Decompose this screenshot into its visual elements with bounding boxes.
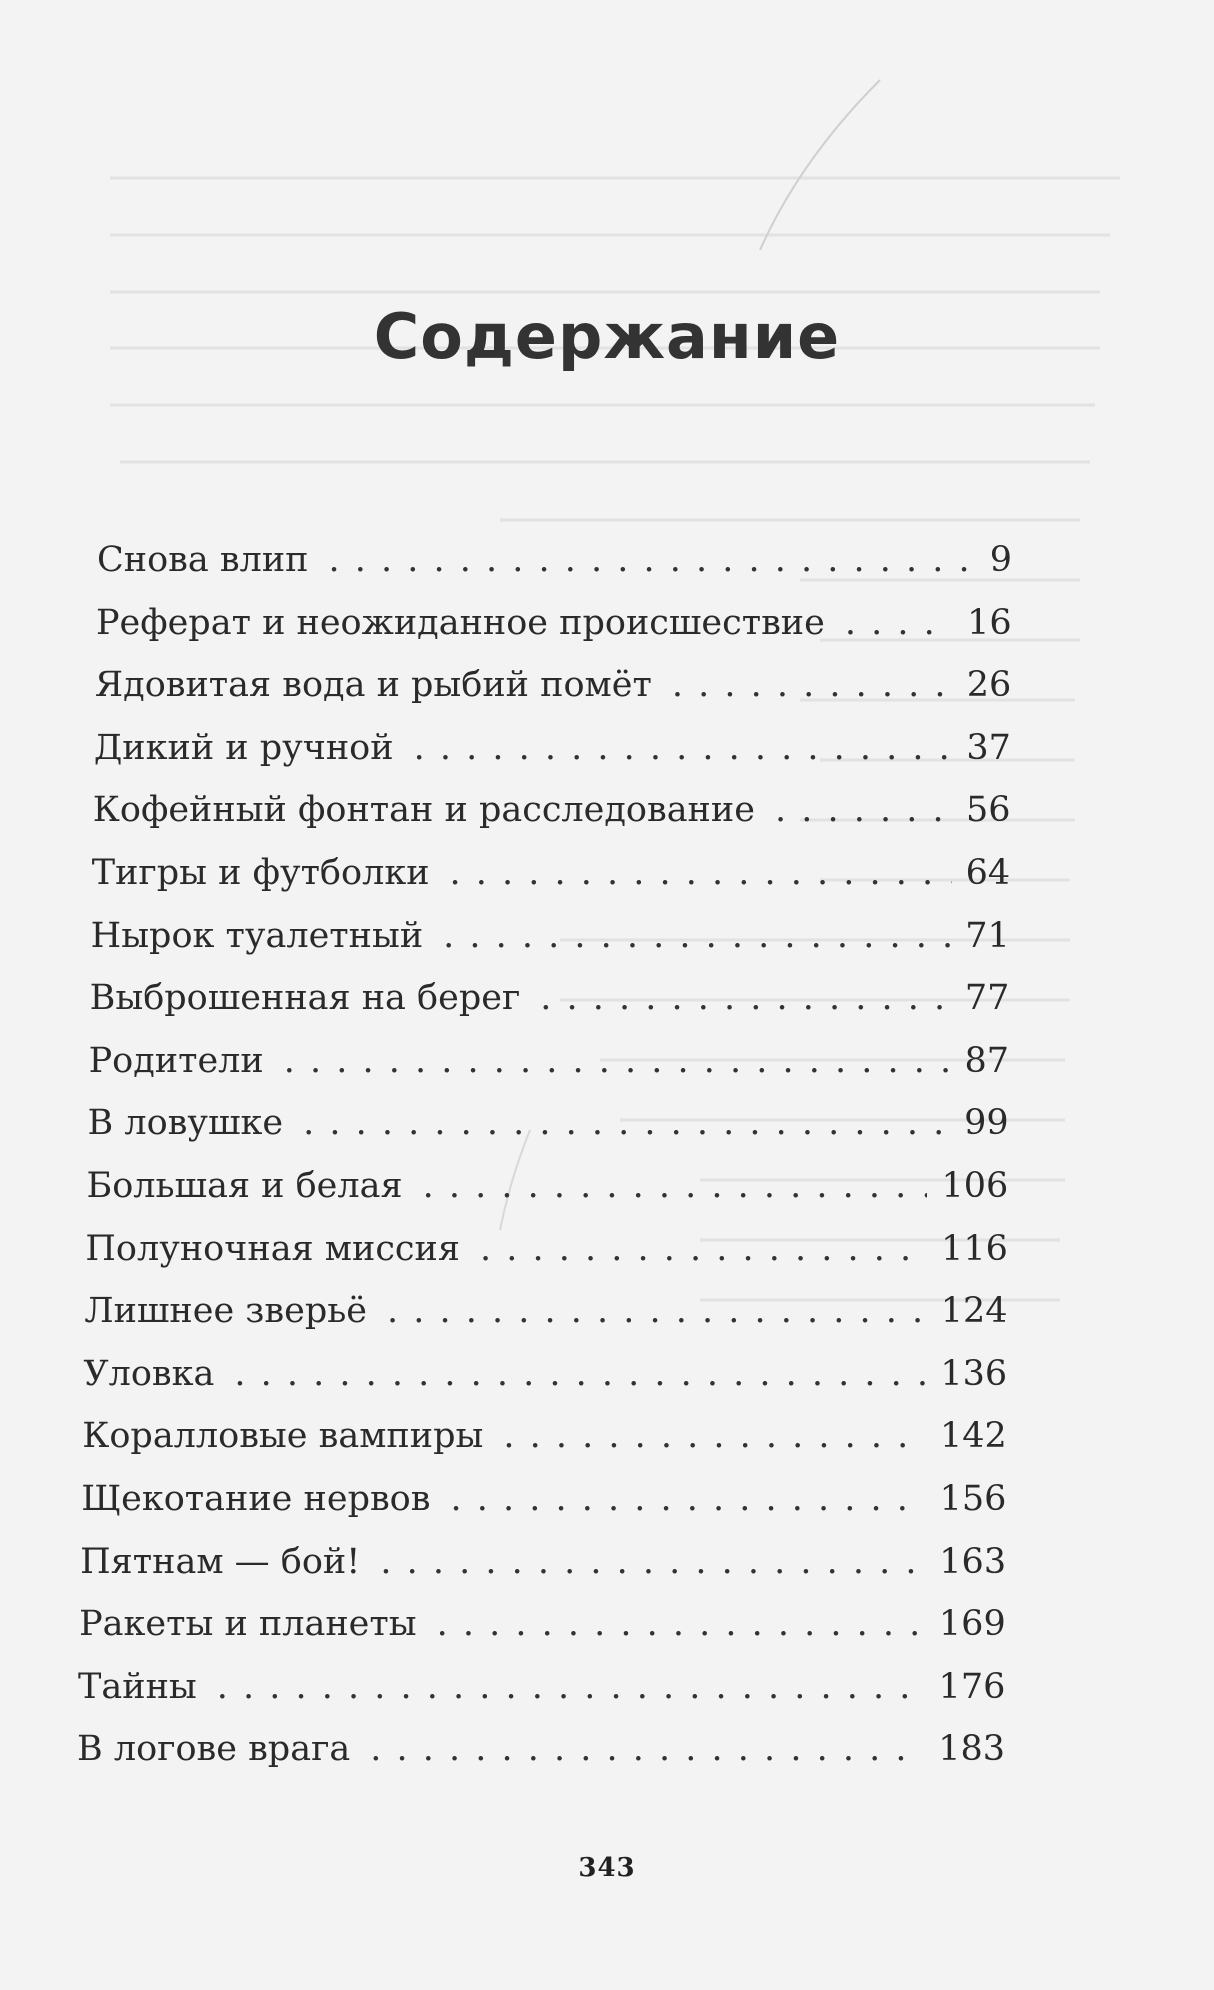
- toc-entry: [84, 1291, 1007, 1351]
- toc-entry-page: 56: [965, 790, 1011, 831]
- toc-entry-page: 16: [967, 602, 1012, 643]
- dot-leader: [443, 916, 951, 956]
- dot-leader: [480, 1229, 927, 1269]
- toc-entry-title: Дикий и ручной: [93, 727, 394, 768]
- toc-entry: [93, 790, 1011, 850]
- toc-entry-page: 142: [940, 1416, 1007, 1457]
- toc-entry-page: 156: [939, 1479, 1007, 1519]
- toc-entry-title: Щекотание нервов: [81, 1479, 431, 1519]
- toc-entry-title: Большая и белая: [86, 1166, 403, 1206]
- toc-entry-title: Тайны: [78, 1666, 197, 1707]
- dot-leader: [370, 1729, 924, 1769]
- toc-entry-title: В логове врага: [77, 1729, 351, 1770]
- toc-entry: [82, 1416, 1007, 1476]
- toc-entry-title: Коралловые вампиры: [82, 1416, 484, 1457]
- toc-entry: [81, 1479, 1006, 1539]
- toc-entry: [96, 603, 1012, 663]
- toc-entry-title: Полуночная миссия: [85, 1228, 460, 1269]
- dot-leader: [503, 1416, 926, 1456]
- toc-entry-page: 163: [939, 1541, 1007, 1582]
- dot-leader: [387, 1291, 927, 1331]
- toc-entry-title: Нырок туалетный: [90, 915, 424, 956]
- toc-entry-title: Пятнам — бой!: [80, 1541, 361, 1582]
- toc-entry-page: 136: [940, 1353, 1008, 1394]
- dot-leader: [328, 540, 975, 580]
- toc-entry-title: Родители: [88, 1040, 264, 1081]
- dot-leader: [414, 728, 953, 768]
- toc-entry-page: 71: [965, 915, 1010, 956]
- toc-entry-page: 116: [941, 1228, 1008, 1269]
- dot-leader: [845, 603, 953, 643]
- toc-entry-title: Реферат и неожиданное происшествие: [95, 602, 825, 643]
- toc-entry-title: Ракеты и планеты: [79, 1604, 417, 1645]
- toc-entry-page: 64: [965, 853, 1011, 893]
- toc-entry: [89, 1041, 1009, 1101]
- toc-entry: [94, 728, 1011, 788]
- toc-entry-page: 176: [938, 1666, 1006, 1707]
- dot-leader: [540, 978, 951, 1018]
- dot-leader: [380, 1542, 925, 1582]
- dot-leader: [217, 1667, 925, 1707]
- toc-entry-page: 183: [938, 1729, 1005, 1770]
- toc-entry: [79, 1604, 1006, 1664]
- toc-entry-title: Кофейный фонтан и расследование: [92, 790, 755, 831]
- dot-leader: [672, 665, 953, 705]
- toc-entry: [90, 978, 1010, 1038]
- toc-entry: [77, 1729, 1005, 1789]
- toc-entry-title: Тигры и футболки: [91, 853, 430, 893]
- dot-leader: [284, 1041, 951, 1081]
- page-number: 343: [578, 1853, 636, 1883]
- toc-entry: [88, 1103, 1009, 1163]
- toc-entry-page: 169: [938, 1604, 1006, 1645]
- toc-entry: [86, 1166, 1008, 1226]
- toc-entry: [97, 540, 1012, 600]
- toc-entry-page: 87: [964, 1040, 1010, 1081]
- toc-entry-page: 37: [966, 727, 1011, 768]
- toc-entry: [78, 1667, 1005, 1727]
- toc-entry: [91, 916, 1010, 976]
- toc-entry-title: Выброшенная на берег: [89, 978, 521, 1019]
- toc-entry-title: В ловушке: [87, 1103, 284, 1144]
- toc-entry-title: Лишнее зверьё: [84, 1291, 367, 1332]
- toc-entry-page: 26: [966, 665, 1012, 706]
- toc-entry-title: Уловка: [83, 1353, 215, 1394]
- contents-heading: Содержание: [373, 300, 841, 373]
- toc-entry-title: Ядовитая вода и рыбий помёт: [94, 665, 652, 706]
- toc-entry-page: 99: [964, 1103, 1009, 1144]
- toc-entry-page: 77: [964, 978, 1010, 1019]
- toc-entry-page: 106: [941, 1166, 1009, 1206]
- dot-leader: [437, 1604, 925, 1644]
- toc-entry: [95, 665, 1011, 725]
- dot-leader: [423, 1166, 928, 1206]
- toc-entry-title: Снова влип: [97, 540, 309, 580]
- toc-entry: [83, 1354, 1007, 1414]
- dot-leader: [450, 853, 952, 893]
- dot-leader: [450, 1479, 925, 1519]
- dot-leader: [303, 1103, 950, 1143]
- toc-entry: [85, 1229, 1008, 1289]
- toc-entry: [92, 853, 1010, 913]
- dot-leader: [775, 790, 952, 830]
- toc-entry: [80, 1542, 1006, 1602]
- toc-entry-page: 9: [989, 540, 1012, 580]
- toc-entry-page: 124: [940, 1291, 1008, 1332]
- dot-leader: [234, 1354, 926, 1394]
